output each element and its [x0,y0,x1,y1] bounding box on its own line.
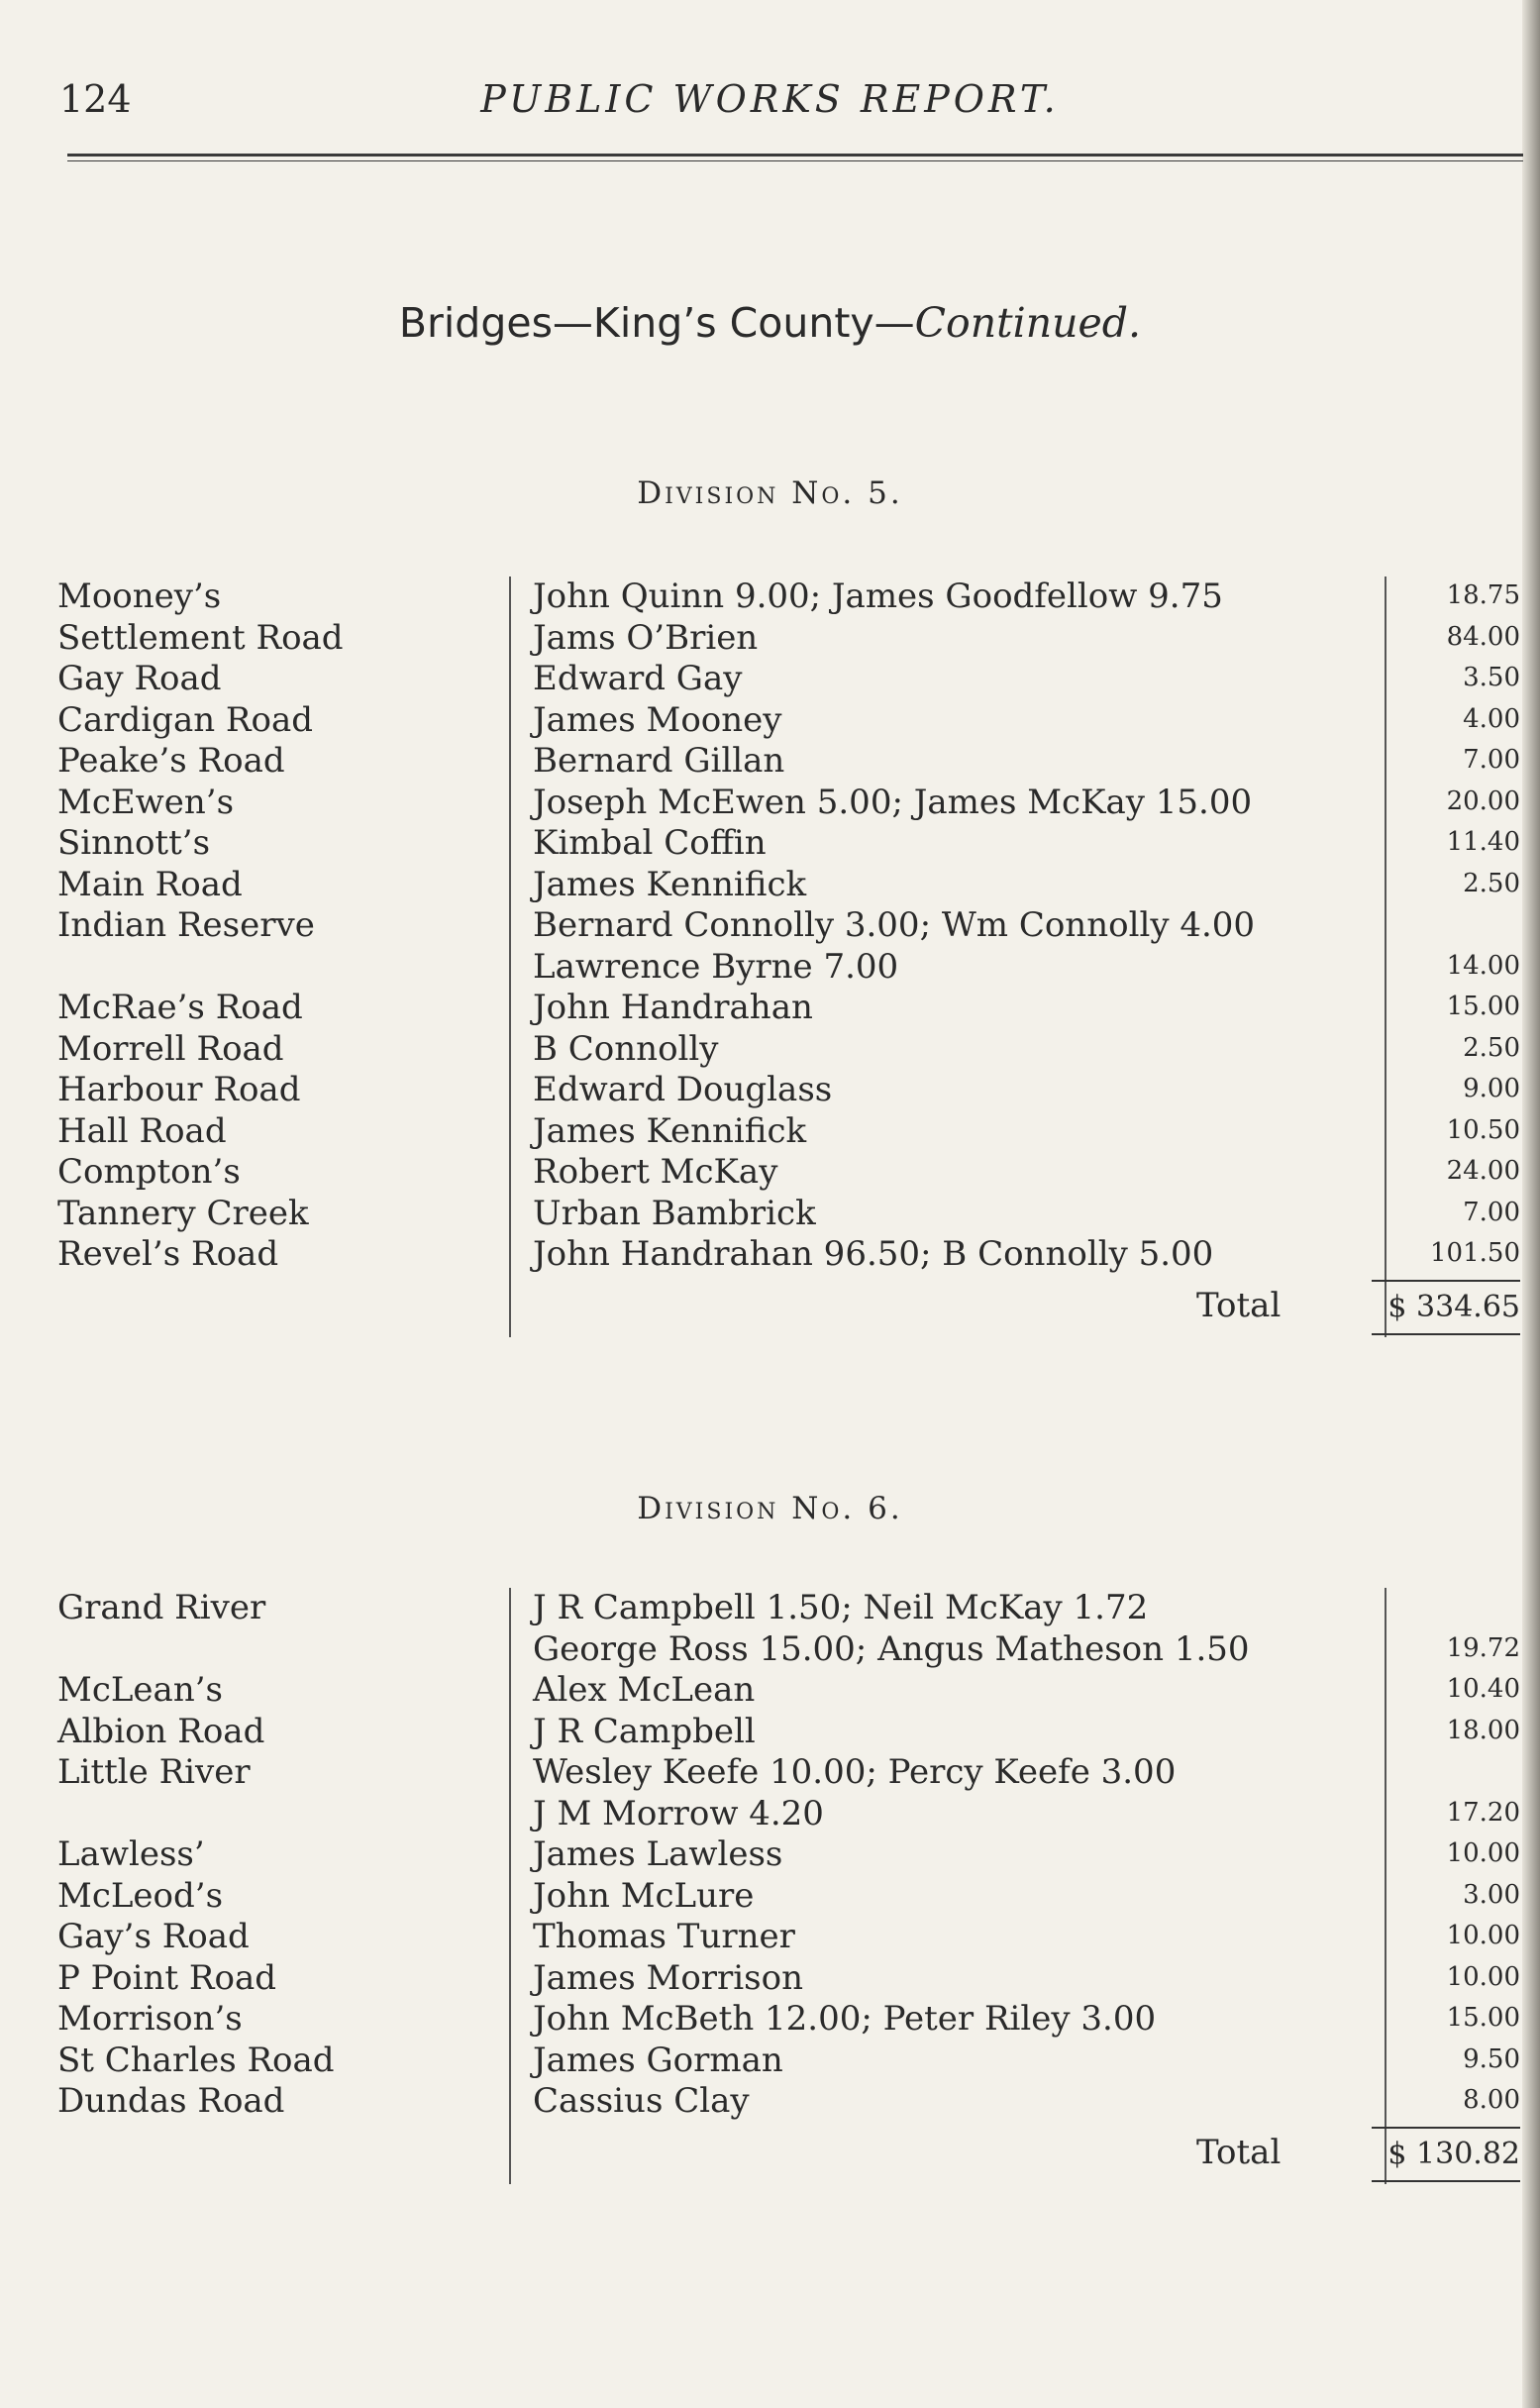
table-row [0,1876,1540,1918]
amount-value: 10.00 [1446,1838,1520,1868]
amount-value: 18.00 [1446,1715,1520,1745]
table-row [0,1588,1540,1629]
amount-value: 2.50 [1463,1032,1520,1063]
place-name: St Charles Road [57,2040,335,2080]
amount-value: 10.00 [1446,1921,1520,1950]
table-row [0,823,1540,865]
payee-entry: Robert McKay [533,1152,778,1192]
payee-entry: George Ross 15.00; Angus Matheson 1.50 [533,1628,1250,1669]
amount-value: 7.00 [1463,745,1520,775]
payee-entry: J R Campbell [533,1711,756,1751]
payee-entry: Bernard Connolly 3.00; Wm Connolly 4.00 [533,905,1256,945]
total-rule [1372,2127,1520,2129]
amount-value: 11.40 [1446,827,1520,857]
total-amount: $ 130.82 [1387,2136,1520,2171]
amount-value: 7.00 [1463,1197,1520,1227]
header-rule-thin [67,160,1523,161]
amount-value: 14.00 [1446,950,1520,981]
payee-entry: Edward Gay [533,659,743,698]
total-underline [1372,1333,1520,1335]
table-row [0,1834,1540,1876]
place-name: Gay Road [57,659,222,698]
section-title-continued: Continued. [914,299,1142,347]
place-name: Revel’s Road [57,1234,279,1274]
amount-value: 101.50 [1430,1238,1520,1268]
amount-value: 19.72 [1446,1632,1520,1663]
amount-value: 9.50 [1463,2043,1520,2074]
place-name: McLeod’s [57,1875,224,1916]
table-row [0,1752,1540,1794]
total-amount: $ 334.65 [1387,1289,1520,1324]
total-label: Total [1196,2132,1282,2172]
amount-value: 18.75 [1446,580,1520,610]
table-row [0,1999,1540,2041]
place-name: Mooney’s [57,576,222,616]
place-name: Gay’s Road [57,1917,250,1956]
payee-entry: Cassius Clay [533,2081,750,2121]
division-5-title: Division No. 5. [637,475,903,511]
table-row [0,1958,1540,2000]
payee-entry: John McLure [533,1875,755,1916]
place-name: McLean’s [57,1670,223,1710]
place-name: McRae’s Road [57,988,303,1027]
place-name: Morrell Road [57,1028,284,1069]
payee-entry: Edward Douglass [533,1070,833,1109]
table-row [0,1794,1540,1835]
page-number: 124 [59,77,132,121]
table-row [0,947,1540,989]
total-underline [1372,2180,1520,2182]
amount-value: 4.00 [1463,703,1520,734]
payee-entry: Wesley Keefe 10.00; Percy Keefe 3.00 [533,1752,1177,1792]
amount-value: 2.50 [1463,868,1520,898]
table-row [0,783,1540,824]
table-row [0,865,1540,906]
payee-entry: James Lawless [533,1834,783,1874]
table-row [0,988,1540,1029]
table-row [0,659,1540,700]
payee-entry: Joseph McEwen 5.00; James McKay 15.00 [533,782,1253,822]
amount-value: 84.00 [1446,621,1520,652]
table-row [0,905,1540,947]
amount-value: 20.00 [1446,785,1520,816]
amount-value: 9.00 [1463,1074,1520,1103]
place-name: Compton’s [57,1152,241,1192]
table-row [0,1234,1540,1276]
amount-value: 15.00 [1446,992,1520,1021]
payee-entry: Jams O’Brien [533,617,759,658]
payee-entry: John Handrahan 96.50; B Connolly 5.00 [533,1234,1214,1274]
place-name: Dundas Road [57,2081,285,2121]
amount-value: 8.00 [1463,2085,1520,2115]
amount-value: 3.00 [1463,1879,1520,1910]
payee-entry: James Kennifick [533,864,807,904]
table-row [0,1029,1540,1071]
table-row [0,700,1540,742]
table-row [0,1712,1540,1753]
amount-column-divider [1385,576,1386,1337]
payee-entry: James Morrison [533,1957,803,1998]
payee-entry: Lawrence Byrne 7.00 [533,946,899,987]
place-name: Peake’s Road [57,741,285,781]
place-name: Tannery Creek [57,1193,309,1233]
table-row [0,1111,1540,1153]
payee-entry: B Connolly [533,1028,719,1069]
payee-entry: James Gorman [533,2040,783,2080]
payee-entry: John McBeth 12.00; Peter Riley 3.00 [533,1999,1157,2039]
total-label: Total [1196,1285,1282,1325]
place-name: Main Road [57,864,243,904]
payee-entry: James Kennifick [533,1110,807,1151]
payee-entry: John Quinn 9.00; James Goodfellow 9.75 [533,576,1223,616]
running-head: PUBLIC WORKS REPORT. [480,77,1060,121]
total-rule [1372,1280,1520,1282]
amount-column-divider [1385,1588,1386,2184]
place-name: Lawless’ [57,1834,205,1874]
place-name: Hall Road [57,1110,227,1151]
amount-value: 17.20 [1446,1797,1520,1828]
table-row [0,1917,1540,1958]
amount-value: 10.00 [1446,1961,1520,1992]
division-6-title: Division No. 6. [637,1491,903,1526]
place-name: Little River [57,1752,251,1792]
header-rule [67,154,1523,157]
payee-entry: Thomas Turner [533,1917,795,1956]
amount-value: 15.00 [1446,2003,1520,2033]
place-name: Grand River [57,1588,266,1627]
place-name: Harbour Road [57,1070,301,1109]
payee-entry: Urban Bambrick [533,1193,816,1233]
payee-entry: J R Campbell 1.50; Neil McKay 1.72 [533,1588,1149,1627]
amount-value: 24.00 [1446,1156,1520,1186]
table-row [0,2081,1540,2123]
table-row [0,2041,1540,2082]
place-name: Albion Road [57,1711,265,1751]
section-title [0,299,1540,347]
place-name: Indian Reserve [57,905,315,945]
place-name: Settlement Road [57,617,344,658]
payee-entry: John Handrahan [533,988,813,1027]
amount-value: 10.50 [1446,1114,1520,1145]
column-divider [509,1588,511,2184]
table-row [0,1670,1540,1712]
payee-entry: J M Morrow 4.20 [533,1793,824,1833]
table-row [0,1629,1540,1671]
payee-entry: Alex McLean [533,1670,756,1710]
amount-value: 3.50 [1463,663,1520,692]
payee-entry: Bernard Gillan [533,741,785,781]
table-row [0,1152,1540,1194]
payee-entry: James Mooney [533,699,782,740]
place-name: Sinnott’s [57,823,211,863]
table-row [0,1070,1540,1111]
table-row [0,1194,1540,1235]
place-name: Cardigan Road [57,699,314,740]
payee-entry: Kimbal Coffin [533,823,767,863]
section-title-text: Bridges—King’s County— [398,299,915,347]
table-row [0,741,1540,783]
column-divider [509,576,511,1337]
table-row [0,618,1540,660]
amount-value: 10.40 [1446,1674,1520,1704]
table-row [0,576,1540,618]
place-name: P Point Road [57,1957,276,1998]
place-name: Morrison’s [57,1999,243,2039]
place-name: McEwen’s [57,782,235,822]
